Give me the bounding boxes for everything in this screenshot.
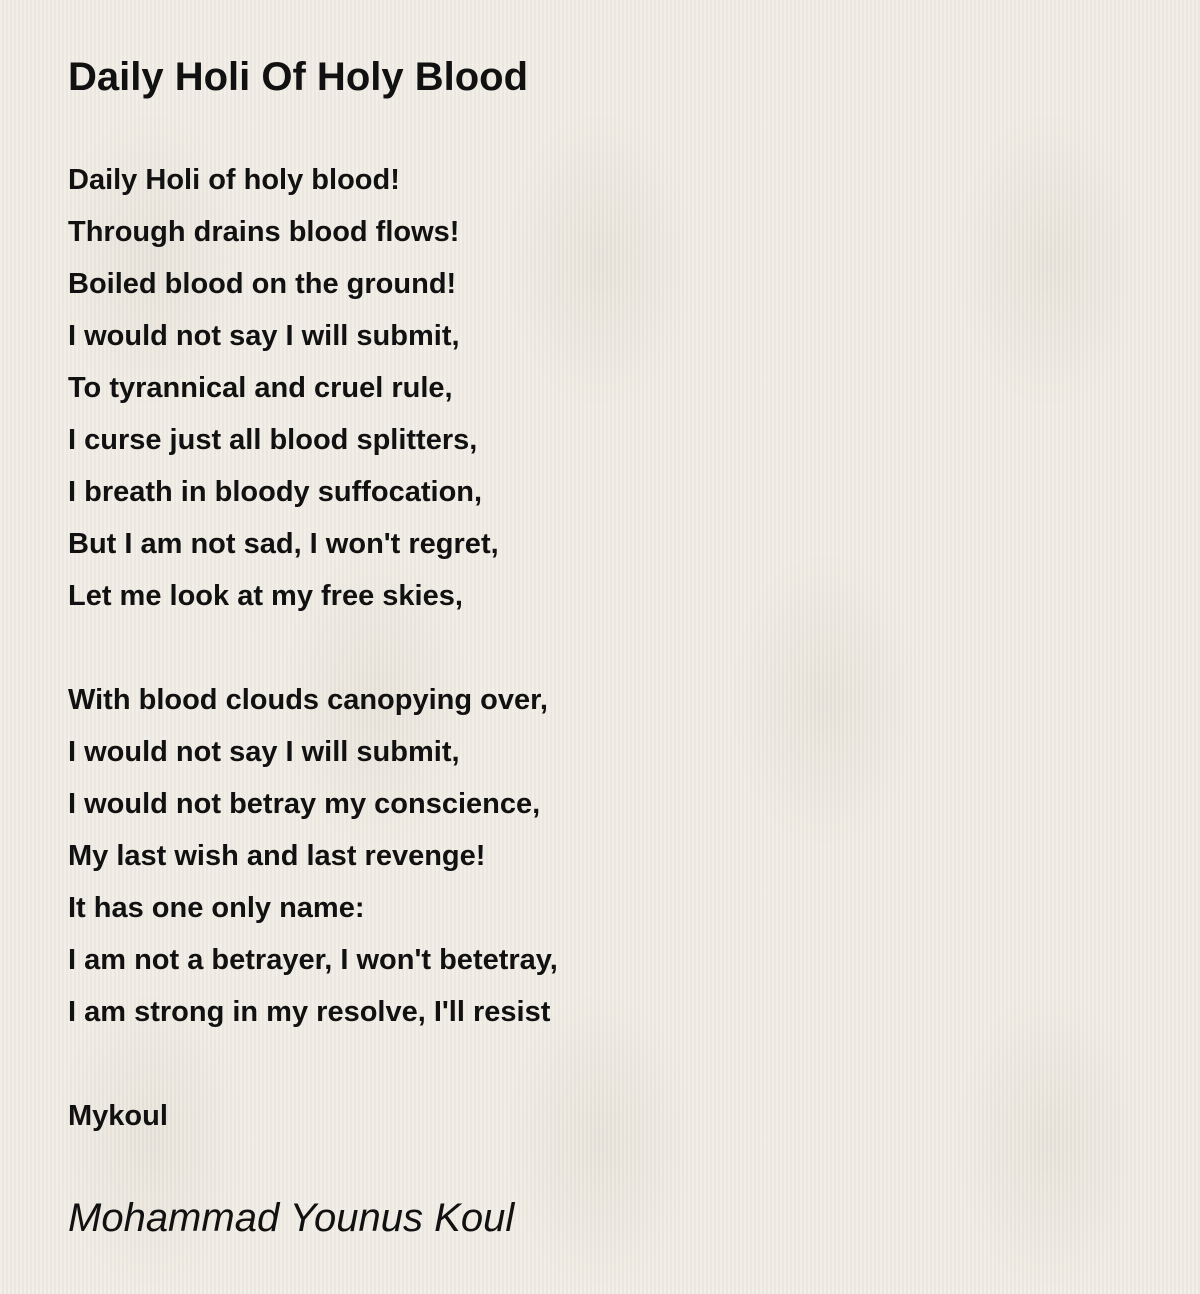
poem-line: Through drains blood flows! — [68, 216, 460, 248]
poem-line: I breath in bloody suffocation, — [68, 476, 483, 508]
poem-line: But I am not sad, I won't regret, — [68, 528, 499, 560]
poem-body — [68, 154, 1128, 1142]
poem-line: I would not say I will submit, — [68, 736, 460, 768]
stanza-break — [68, 622, 1128, 674]
poem-line: I curse just all blood splitters, — [68, 424, 478, 456]
poem-line: Boiled blood on the ground! — [68, 268, 457, 300]
poem-line: I am not a betrayer, I won't betetray, — [68, 944, 558, 976]
poem-signature-line: Mykoul — [68, 1100, 168, 1132]
poem-line: I am strong in my resolve, I'll resist — [68, 996, 551, 1028]
poem-line: It has one only name: — [68, 892, 365, 924]
poem-line: Daily Holi of holy blood! — [68, 164, 400, 196]
poem-line: I would not betray my conscience, — [68, 788, 541, 820]
poem-line: With blood clouds canopying over, — [68, 684, 548, 716]
stanza-break — [68, 1038, 1128, 1090]
poem-title: Daily Holi Of Holy Blood — [68, 55, 529, 99]
poem-line: My last wish and last revenge! — [68, 840, 486, 872]
poem-author: Mohammad Younus Koul — [68, 1196, 515, 1240]
poem-line: To tyrannical and cruel rule, — [68, 372, 453, 404]
poem-line: Let me look at my free skies, — [68, 580, 463, 612]
poem-line: I would not say I will submit, — [68, 320, 460, 352]
